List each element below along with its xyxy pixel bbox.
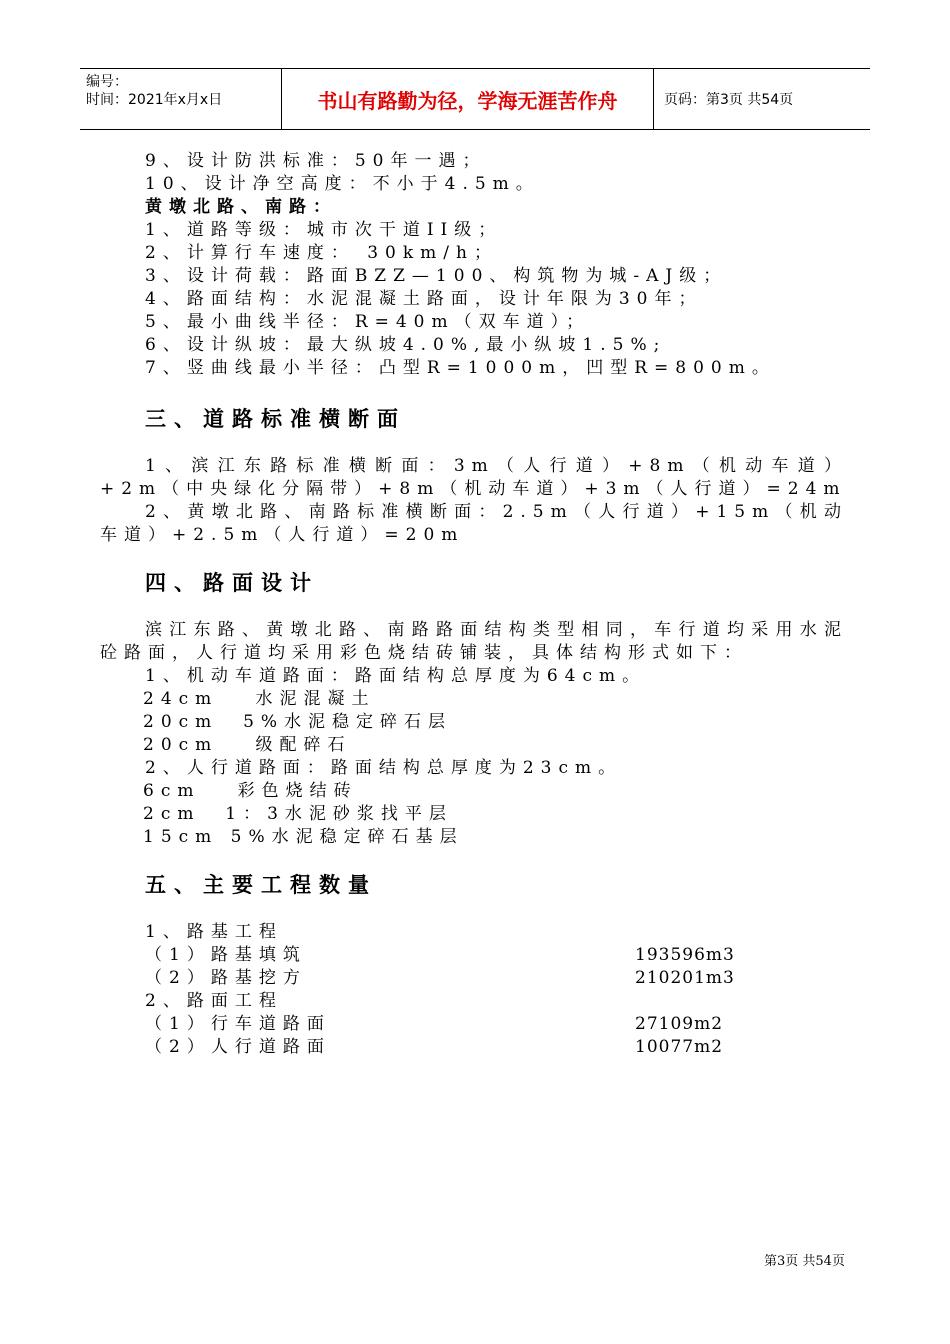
- quantity-row: [100, 1036, 848, 1059]
- hd-item-4: 4、路面结构：水泥混凝土路面，设计年限为30年；: [145, 289, 703, 309]
- section-4-intro: 滨江东路、黄墩北路、南路路面结构类型相同，车行道均采用水泥砼路面，人行道均采用彩色烧结砖铺装，具体结构形式如下：: [100, 620, 848, 663]
- pavement-line-4: 20cm 级配碎石: [143, 735, 352, 755]
- time-label: 时间：2021年x月x日: [86, 92, 223, 108]
- quantity-label: （2）路基挖方: [145, 968, 307, 988]
- item-flood-standard: 9、设计防洪标准：50年一遇；: [145, 151, 487, 171]
- page-footer: 第3页 共54页: [764, 1254, 845, 1269]
- header-meta: [80, 69, 282, 129]
- section-3-paragraph-2: 2、黄墩北路、南路标准横断面：2.5m（人行道）+15m（机动车道）+2.5m（人行道）=20m: [100, 502, 848, 545]
- item-clearance-height: 10、设计净空高度：不小于4.5m。: [145, 174, 540, 194]
- quantity-label: （2）人行道路面: [145, 1037, 331, 1057]
- pavement-line-7: 2cm 1：3水泥砂浆找平层: [143, 804, 453, 824]
- pavement-line-1: 1、机动车道路面：路面结构总厚度为64cm。: [145, 666, 647, 686]
- code-label: 编号：: [86, 74, 128, 90]
- quantity-row: [100, 944, 848, 967]
- pavement-line-3: 20cm 5%水泥稳定碎石层: [143, 712, 453, 732]
- quantity-group-1: 1、路基工程: [145, 922, 283, 942]
- hd-item-1: 1、道路等级：城市次干道II级；: [145, 220, 503, 240]
- hd-item-6: 6、设计纵坡：最大纵坡4.0%,最小纵坡1.5%;: [145, 335, 667, 355]
- hd-item-2: 2、计算行车速度： 30km/h；: [145, 243, 498, 263]
- header-motto: 书山有路勤为径，学海无涯苦作舟: [282, 69, 654, 129]
- pavement-line-2: 24cm 水泥混凝土: [143, 689, 376, 709]
- hd-item-3: 3、设计荷载：路面BZZ—100、构筑物为城-AJ级；: [145, 266, 728, 286]
- quantity-label: （1）路基填筑: [145, 945, 307, 965]
- hd-item-7: 7、竖曲线最小半径：凸型R=1000m，凹型R=800m。: [145, 358, 776, 378]
- section-5-title: 五、主要工程数量: [145, 873, 377, 897]
- pavement-line-5: 2、人行道路面：路面结构总厚度为23cm。: [145, 758, 623, 778]
- header-page-label: 页码：第3页 共54页: [664, 92, 794, 108]
- pavement-line-6: 6cm 彩色烧结砖: [143, 781, 358, 801]
- hd-item-5: 5、最小曲线半径：R=40m（双车道）；: [145, 312, 591, 332]
- quantity-value: 27109m2: [635, 1014, 724, 1034]
- pavement-line-8: 15cm 5%水泥稳定碎石基层: [143, 827, 464, 847]
- section-3-title: 三、道路标准横断面: [145, 407, 406, 431]
- quantity-value: 193596m3: [635, 945, 735, 965]
- quantity-row: [100, 967, 848, 990]
- quantity-value: 10077m2: [635, 1037, 724, 1057]
- quantity-label: （1）行车道路面: [145, 1014, 331, 1034]
- document-body: [100, 150, 848, 1059]
- road-subheading: 黄墩北路、南路：: [145, 197, 337, 217]
- quantity-value: 210201m3: [635, 968, 735, 988]
- quantity-group-2: 2、路面工程: [145, 991, 283, 1011]
- quantity-row: [100, 1013, 848, 1036]
- page-header: [80, 68, 870, 130]
- section-4-title: 四、路面设计: [145, 571, 319, 595]
- section-3-paragraph-1: 1、滨江东路标准横断面：3m（人行道）+8m（机动车道）+2m（中央绿化分隔带）+8m（机动车道）+3m（人行道）=24m: [100, 456, 848, 499]
